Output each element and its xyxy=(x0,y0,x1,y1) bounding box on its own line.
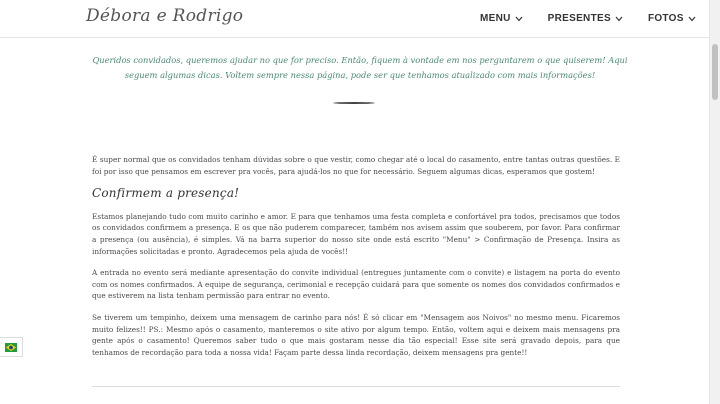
site-logo[interactable]: Débora e Rodrigo xyxy=(86,6,244,26)
nav-menu-label: MENU xyxy=(480,13,511,24)
nav-fotos-label: FOTOS xyxy=(647,13,684,24)
nav-presentes[interactable] xyxy=(548,13,623,24)
main-content xyxy=(92,154,620,368)
paragraph-confirmation: Estamos planejando tudo com muito carinho e amor. E para que tenhamos uma festa completa e confortável pra todos, precisamos que todos os convidados confirmem a presença. E os que não puderem comparecer, também nos avisem assim que souberem, por favor. Para confirmar a presença (ou ausência), é simples. Vá na barra superior do nosso site onde está escrito "Menu" > Confirmação de Presença. Insira as informações solicitadas e pronto. Agradecemos pela ajuda de vocês!! xyxy=(92,211,620,256)
main-nav xyxy=(480,13,696,24)
chevron-down-icon xyxy=(515,16,523,22)
top-navigation-bar xyxy=(0,0,710,38)
section-heading: Confirmem a presença! xyxy=(92,186,240,201)
intro-text: Queridos convidados, queremos ajudar no que for preciso. Então, fiquem à vontade em nos perguntarem o que quiserem! Aqui seguem algumas dicas. Voltem sempre nessa página, pode ser que tenhamos atualizado com mais informações! xyxy=(92,55,628,80)
language-selector[interactable] xyxy=(0,337,23,357)
decorative-divider xyxy=(333,102,375,104)
paragraph-messages: Se tiverem um tempinho, deixem uma mensagem de carinho para nós! É só clicar em "Mensagem aos Noivos" no mesmo menu. Ficaremos muito felizes!! PS.: Mesmo após o casamento, manteremos o site ativo por algum tempo. Então, voltem aqui e deixem mais mensagens pra gente após o casamento! Queremos saber tudo o que mais gostaram nesse dia tão especial! Esse site será gravado depois, para que tenhamos de recordação para toda a nossa vida! Façam parte dessa linda recordação, deixem mensagens pra gente!! xyxy=(92,312,620,357)
paragraph-intro: É super normal que os convidados tenham dúvidas sobre o que vestir, como chegar até o local do casamento, entre tantas outras questões. E foi por isso que pensamos em escrever pra vocês, para ajudá-los no que for necessário. Seguem algumas dicas, esperamos que gostem! xyxy=(92,155,620,176)
nav-fotos[interactable] xyxy=(648,13,696,24)
paragraph-entrance: A entrada no evento será mediante apresentação do convite individual (entregues juntamente com o convite) e listagem na porta do evento com os nomes confirmados. A equipe de segurança, cerimonial e recepção cuidará para que somente os nomes dos convidados confirmados e que estiverem na lista tenham permissão para entrar no evento. xyxy=(92,268,620,301)
page-scrollbar[interactable] xyxy=(709,0,720,404)
nav-menu[interactable] xyxy=(480,13,523,24)
section-divider xyxy=(92,386,620,387)
chevron-down-icon xyxy=(688,16,696,22)
brazil-flag-icon xyxy=(5,343,17,352)
chevron-down-icon xyxy=(615,16,623,22)
nav-presentes-label: PRESENTES xyxy=(547,13,611,24)
scrollbar-thumb[interactable] xyxy=(712,44,718,100)
